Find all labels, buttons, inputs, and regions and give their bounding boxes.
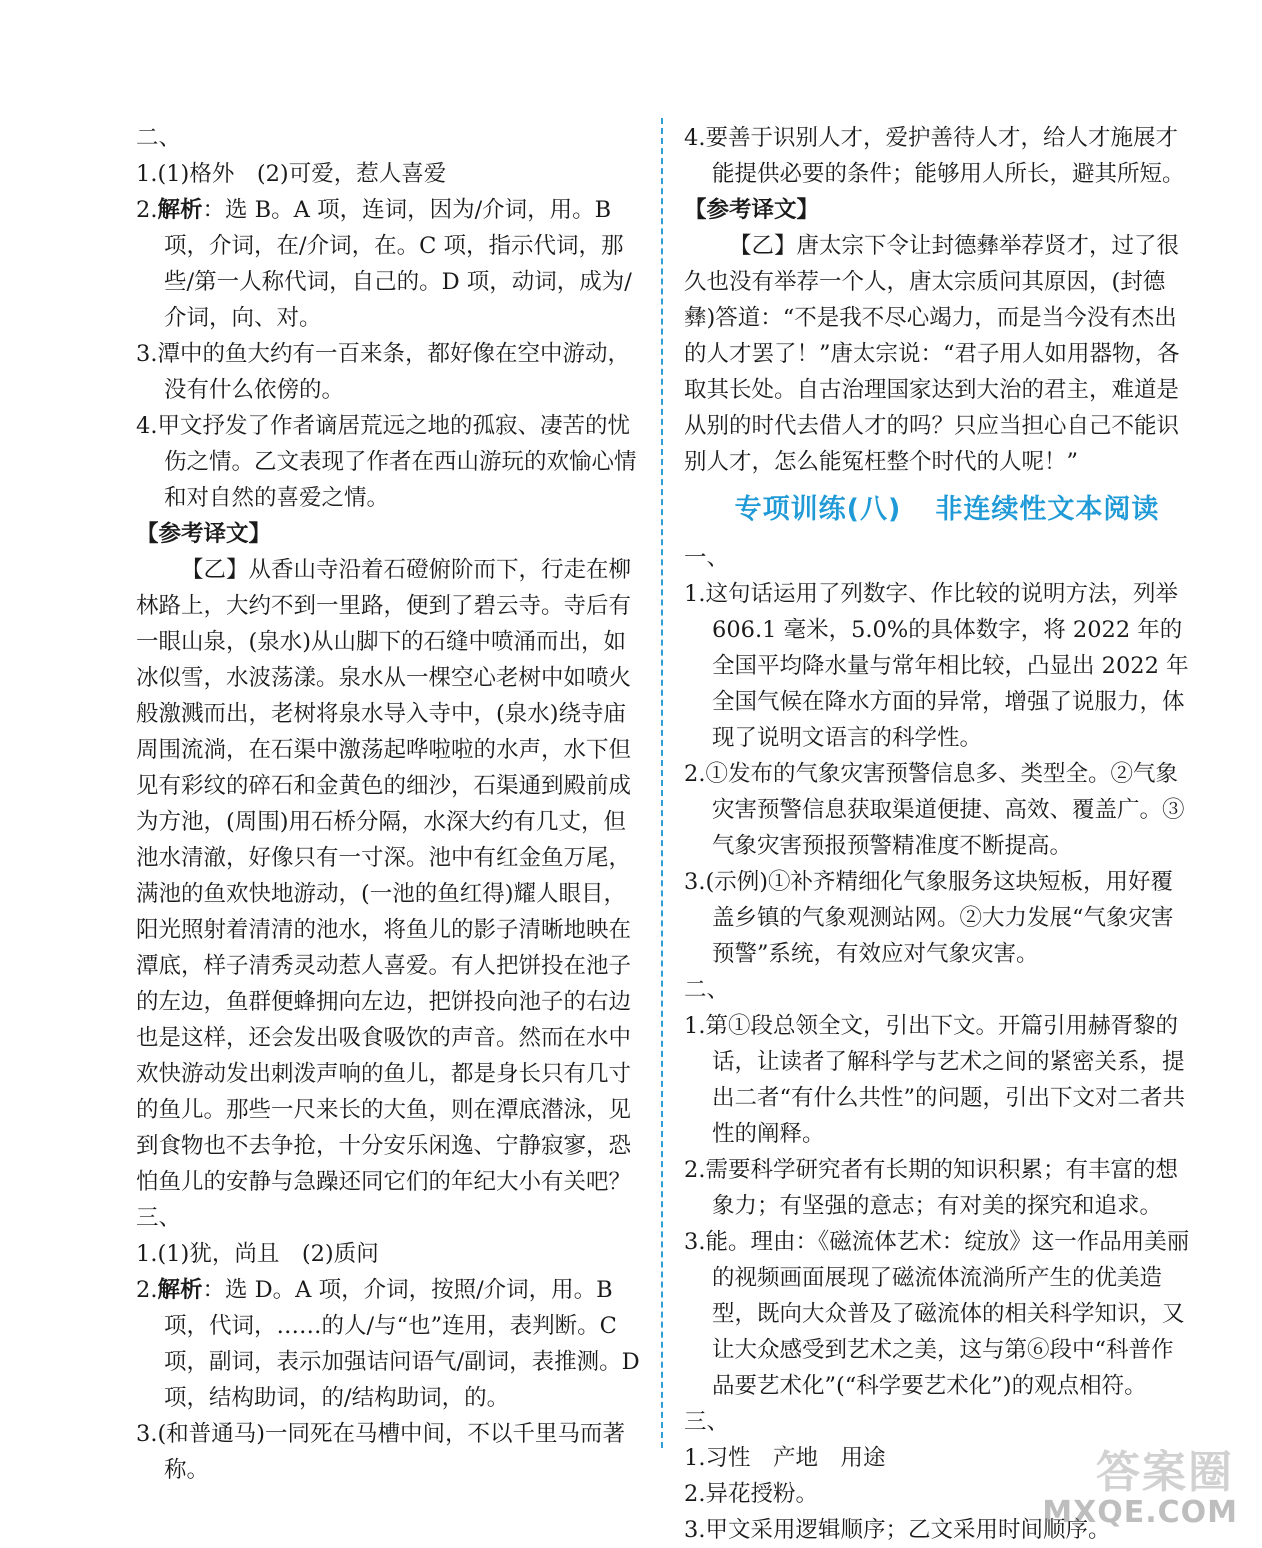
answer-item: 1.(1)格外 (2)可爱，惹人喜爱 (136, 161, 447, 187)
reference-translation-text: 【乙】唐太宗下令让封德彝举荐贤才，过了很久也没有举荐一个人，唐太宗质问其原因，(封德彝)答道：“不是我不尽心竭力，而是当今没有杰出的人才罢了！”唐太宗说：“君子用人如用器物，各取其长处。自古治理国家达到大治的君主，难道是从别的时代去借人才的吗？只应当担心自己不能识别人才，怎么能冤枉整个时代的人呢！” (684, 233, 1180, 475)
item-number: 2. (136, 1277, 158, 1303)
answer-item: 3.潭中的鱼大约有一百来条，都好像在空中游动，没有什么依傍的。 (136, 341, 630, 403)
answer-item: 1.习性 产地 用途 (684, 1445, 886, 1471)
answer-item: 1.(1)犹，尚且 (2)质问 (136, 1241, 379, 1267)
heading-part-a: 专项训练(八) (734, 494, 902, 525)
right-column (684, 120, 1190, 1548)
section-heading-1: 一、 (684, 545, 730, 571)
reference-translation-text: 【乙】从香山寺沿着石磴俯阶而下，行走在柳林路上，大约不到一里路，便到了碧云寺。寺后有一眼山泉，(泉水)从山脚下的石缝中喷涌而出，如冰似雪，水波荡漾。泉水从一棵空心老树中如喷火般激溅而出，老树将泉水导入寺中，(泉水)绕寺庙周围流淌，在石渠中激荡起哗啦啦的水声，水下但见有彩纹的碎石和金黄色的细沙，石渠通到殿前成为方池，(周围)用石桥分隔，水深大约有几丈，但池水清澈，好像只有一寸深。池中有红金鱼万尾，满池的鱼欢快地游动，(一池的鱼红得)耀人眼目，阳光照射着清清的池水，将鱼儿的影子清晰地映在潭底，样子清秀灵动惹人喜爱。有人把饼投在池子的左边，鱼群便蜂拥向左边，把饼投向池子的右边也是这样，还会发出吸食吸饮的声音。然而在水中欢快游动发出刺泼声响的鱼儿，都是身长只有几寸的鱼儿。那些一尺来长的大鱼，则在潭底潜泳，见到食物也不去争抢，十分安乐闲逸、宁静寂寥，恐怕鱼儿的安静与急躁还同它们的年纪大小有关吧？ (136, 557, 632, 1195)
column-divider (661, 118, 663, 1448)
answer-item: 1.第①段总领全文，引出下文。开篇引用赫胥黎的话，让读者了解科学与艺术之间的紧密关系，提出二者“有什么共性”的问题，引出下文对二者共性的阐释。 (684, 1013, 1186, 1147)
answer-item: 1.这句话运用了列数字、作比较的说明方法，列举606.1 毫米，5.0%的具体数字，将 2022 年的全国平均降水量与常年相比较，凸显出 2022 年全国气候在降水方面的异常，增强了说服力，体现了说明文语言的科学性。 (684, 581, 1189, 751)
answer-item: 2.需要科学研究者有长期的知识积累；有丰富的想象力；有坚强的意志；有对美的探究和追求。 (684, 1157, 1178, 1219)
answer-item: 3.(示例)①补齐精细化气象服务这块短板，用好覆盖乡镇的气象观测站网。②大力发展“气象灾害预警”系统，有效应对气象灾害。 (684, 869, 1174, 967)
answer-item: 3.能。理由：《磁流体艺术：绽放》这一作品用美丽的视频画面展现了磁流体流淌所产生的优美造型，既向大众普及了磁流体的相关科学知识，又让大众感受到艺术之美，这与第⑥段中“科普作品要艺术化”(“科学要艺术化”)的观点相符。 (684, 1229, 1190, 1399)
reference-translation-tag: 【参考译文】 (684, 197, 820, 223)
answer-item: 2.①发布的气象灾害预警信息多、类型全。②气象灾害预警信息获取渠道便捷、高效、覆盖广。③气象灾害预报预警精准度不断提高。 (684, 761, 1185, 859)
watermark-logo: 答案圈 (1096, 1447, 1234, 1498)
reference-translation-tag: 【参考译文】 (136, 521, 272, 547)
answer-item: 3.(和普通马)一同死在马槽中间，不以千里马而著称。 (136, 1421, 626, 1483)
left-column (136, 120, 640, 1488)
answer-item (136, 1272, 640, 1416)
section-heading-3: 三、 (136, 1205, 182, 1231)
analysis-text: ：选 D。A 项，介词，按照/介词，用。B 项，代词，……的人/与“也”连用，表判断。C 项，副词，表示加强诘问语气/副词，表推测。D 项，结构助词，的/结构助词，的。 (164, 1277, 640, 1411)
heading-part-b: 非连续性文本阅读 (935, 494, 1160, 525)
analysis-label: 解析 (157, 1277, 203, 1303)
analysis-label: 解析 (157, 197, 203, 223)
answer-item: 3.甲文采用逻辑顺序；乙文采用时间顺序。 (684, 1517, 1111, 1543)
section-heading-3: 三、 (684, 1409, 730, 1435)
section-heading-2: 二、 (684, 977, 730, 1003)
answer-item: 2.异花授粉。 (684, 1481, 818, 1507)
special-training-heading (684, 488, 1190, 532)
section-heading-2: 二、 (136, 125, 182, 151)
analysis-text: ：选 B。A 项，连词，因为/介词，用。B 项，介词，在/介词，在。C 项，指示代词，那些/第一人称代词，自己的。D 项，动词，成为/介词，向、对。 (164, 197, 632, 331)
answer-item: 4.要善于识别人才，爱护善待人才，给人才施展才能提供必要的条件；能够用人所长，避其所短。 (684, 125, 1185, 187)
answer-item: 4.甲文抒发了作者谪居荒远之地的孤寂、凄苦的忧伤之情。乙文表现了作者在西山游玩的欢愉心情和对自然的喜爱之情。 (136, 413, 637, 511)
answer-item (136, 192, 640, 336)
item-number: 2. (136, 197, 158, 223)
watermark-url: MXQE.COM (1042, 1495, 1238, 1530)
